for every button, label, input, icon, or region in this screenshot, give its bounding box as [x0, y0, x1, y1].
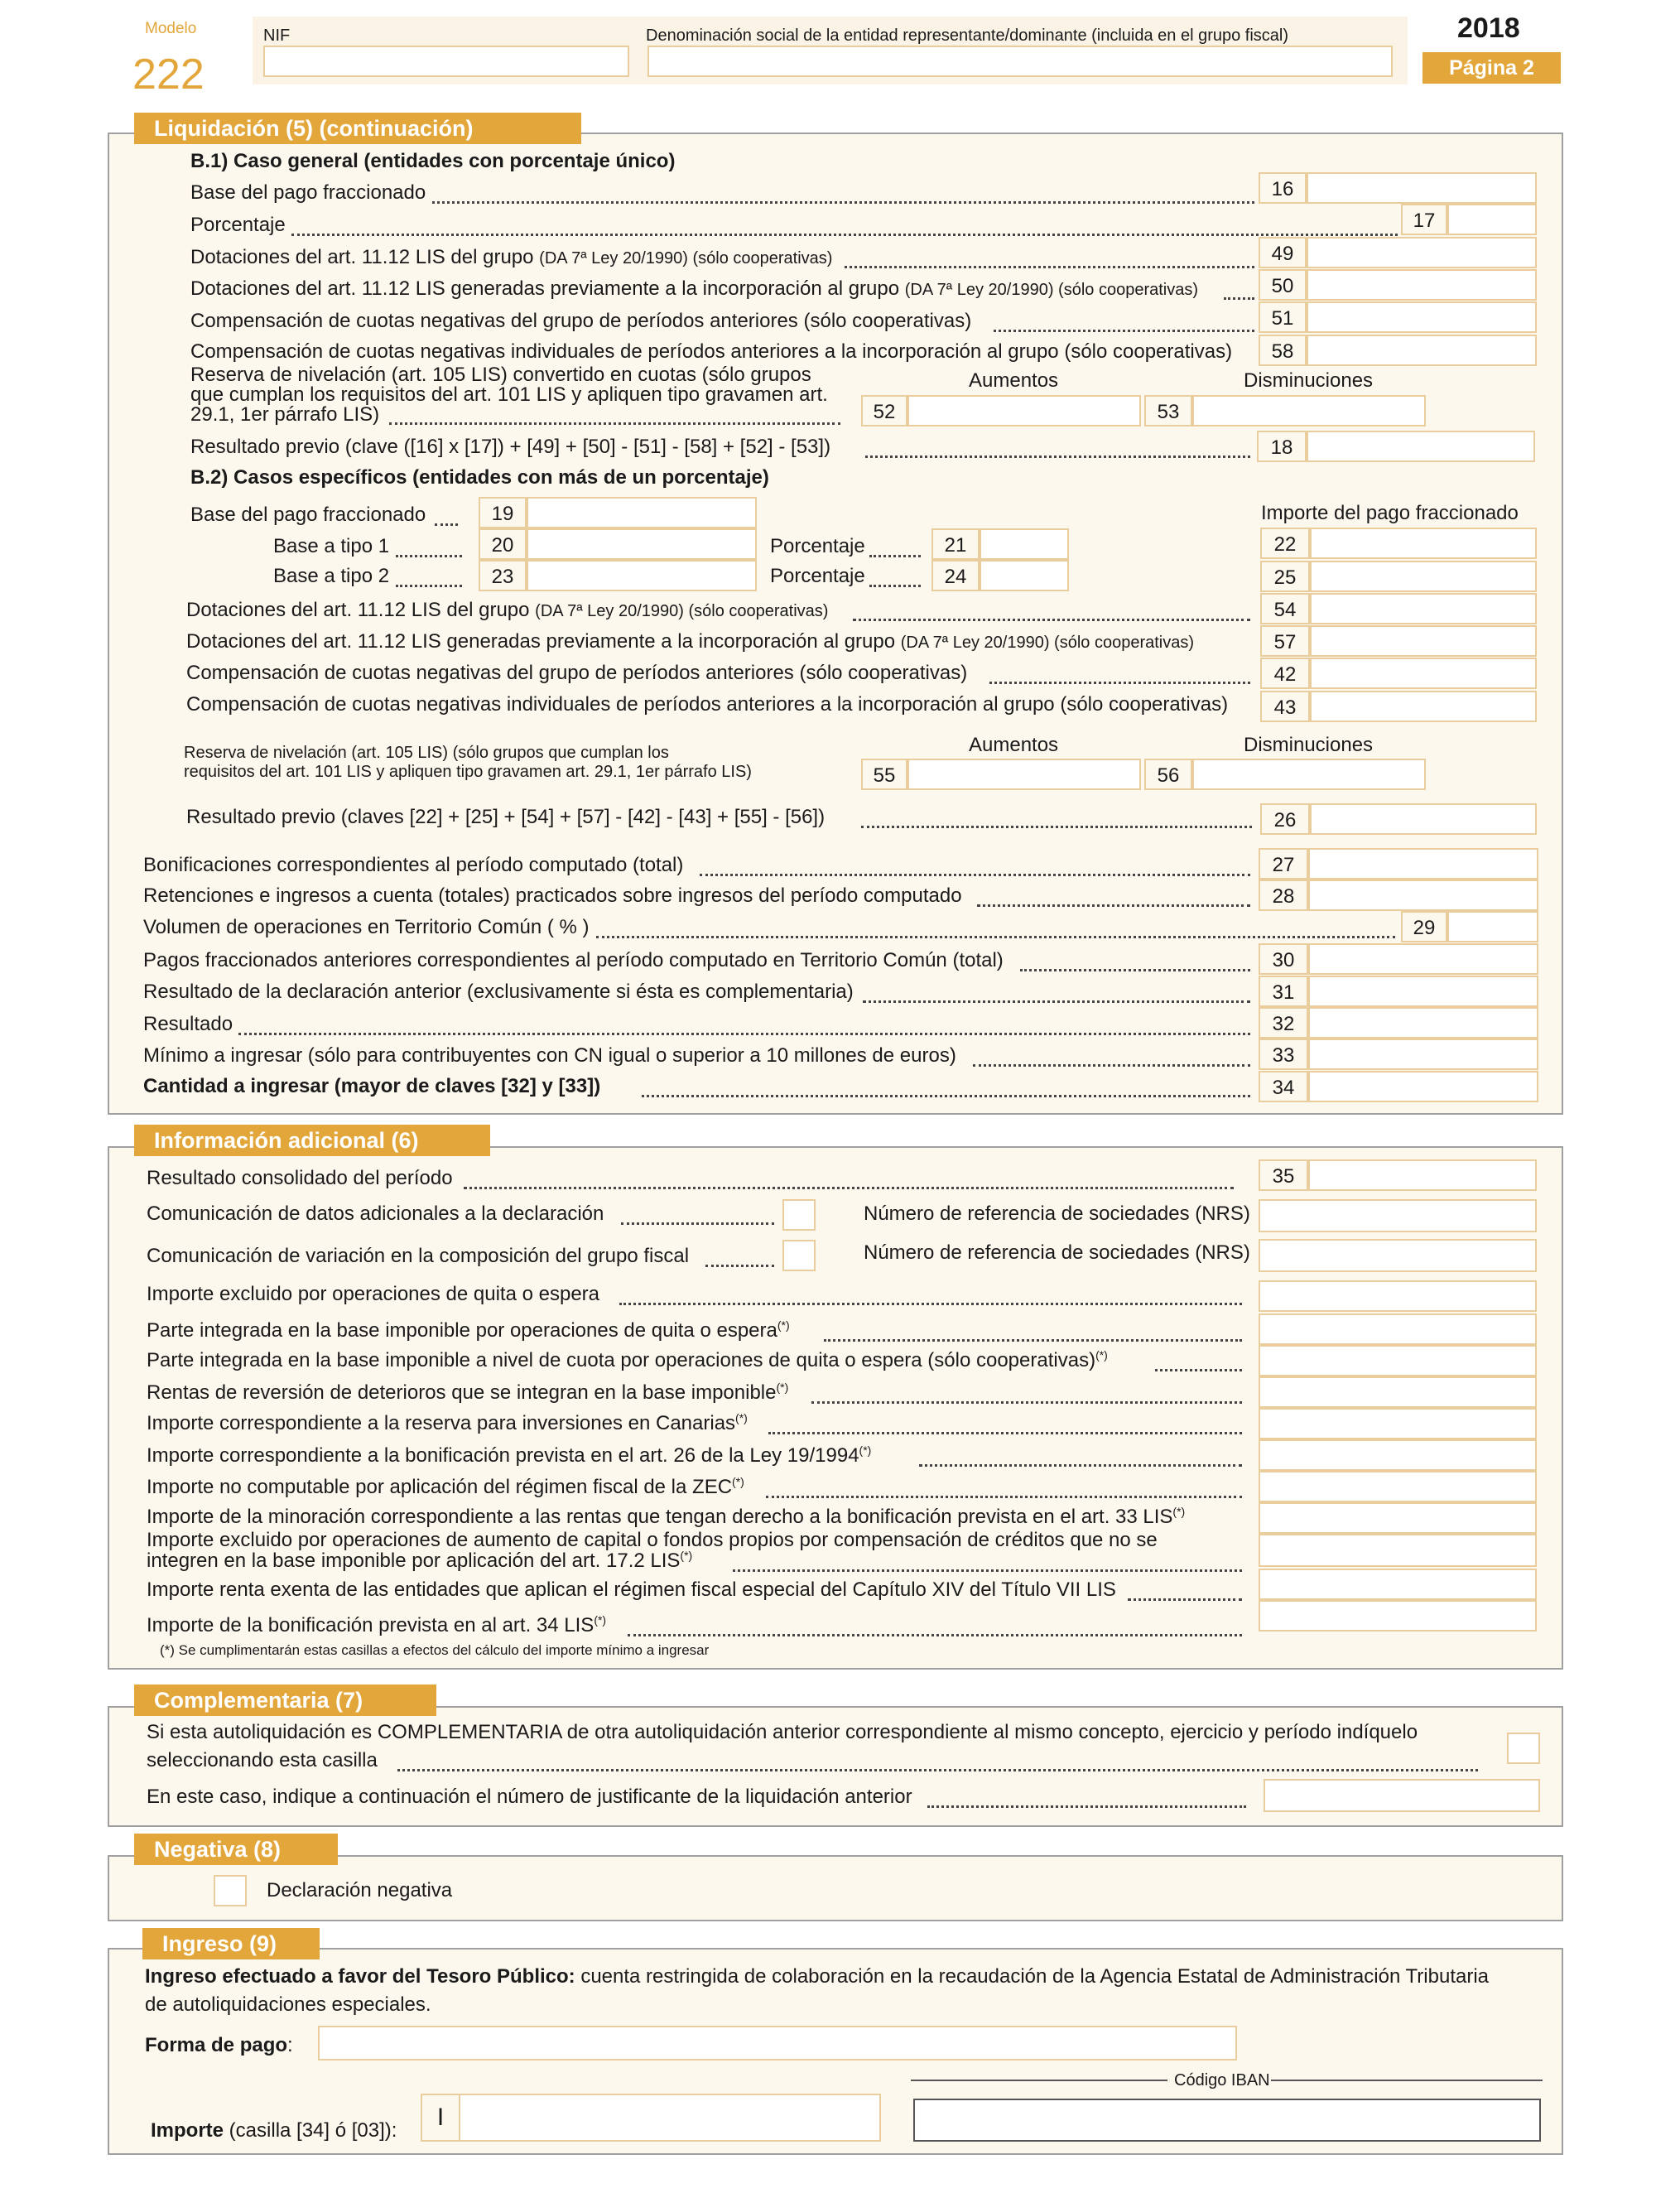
casilla-31-input[interactable] [1308, 976, 1538, 1007]
casilla-55-input[interactable] [907, 759, 1141, 790]
info-row-zec-label: Importe no computable por aplicación del régimen fiscal de la ZEC(*) [147, 1475, 744, 1498]
dot-leader [927, 1805, 1246, 1808]
dot-leader [766, 1496, 1242, 1498]
dot-leader [811, 1401, 1242, 1404]
key-55: 55 [861, 759, 907, 790]
footnote: (*) Se cumplimentarán estas casillas a efectos del cálculo del importe mínimo a ingresar [160, 1642, 710, 1658]
dot-leader [973, 1064, 1250, 1067]
key-32: 32 [1259, 1007, 1308, 1039]
complementaria-line1: Si esta autoliquidación es COMPLEMENTARIA de otra autoliquidación anterior correspondiente al mismo concepto, ejercicio y período indíquelo [147, 1721, 1418, 1743]
comunicacion-datos-label: Comunicación de datos adicionales a la declaración [147, 1203, 604, 1225]
key-20: 20 [479, 528, 527, 560]
info-renta-exenta-input[interactable] [1259, 1569, 1537, 1600]
casilla-19-input[interactable] [527, 497, 757, 528]
info-row-minoracion-label: Importe de la minoración correspondiente a las rentas que tengan derecho a la bonificación prevista en el art. 33 LIS(*) [147, 1505, 1186, 1528]
key-42: 42 [1260, 658, 1310, 689]
iban-label: Código IBAN [1174, 2071, 1270, 2089]
key-25: 25 [1260, 561, 1310, 592]
complementaria-checkbox[interactable] [1507, 1733, 1540, 1764]
row-27-label: Bonificaciones correspondientes al período computado (total) [143, 854, 684, 876]
reserva-b1-line1: Reserva de nivelación (art. 105 LIS) convertido en cuotas (sólo grupos [190, 364, 811, 386]
porcentaje-1-label: Porcentaje [770, 535, 865, 557]
row-34-label: Cantidad a ingresar (mayor de claves [32] y [33]) [143, 1075, 601, 1097]
casilla-50-input[interactable] [1307, 269, 1537, 301]
info-rentas-reversion-input[interactable] [1259, 1376, 1537, 1408]
iban-input[interactable] [913, 2099, 1541, 2142]
dot-leader [1224, 297, 1254, 300]
dot-leader [733, 1569, 1242, 1572]
info-quita-input[interactable] [1259, 1280, 1537, 1312]
casilla-42-input[interactable] [1310, 658, 1537, 689]
key-29: 29 [1401, 911, 1447, 942]
info-aumento-capital-input[interactable] [1259, 1534, 1537, 1567]
nrs-input-2[interactable] [1259, 1239, 1537, 1272]
key-51: 51 [1259, 301, 1307, 333]
dot-leader [869, 585, 921, 587]
info-row-ley-19-1994-label: Importe correspondiente a la bonificación prevista en el art. 26 de la Ley 19/1994(*) [147, 1444, 872, 1467]
aumentos-label-2: Aumentos [969, 734, 1059, 756]
casilla-49-input[interactable] [1307, 237, 1537, 268]
dot-leader [869, 555, 921, 557]
dot-leader [1155, 1369, 1242, 1371]
key-53: 53 [1144, 395, 1192, 427]
casilla-22-input[interactable] [1310, 528, 1537, 559]
dot-leader [396, 555, 462, 557]
key-28: 28 [1259, 880, 1308, 911]
info-ley-19-1994-input[interactable] [1259, 1439, 1537, 1471]
info-row-parte-integrada-label: Parte integrada en la base imponible por operaciones de quita o espera(*) [147, 1318, 790, 1342]
casilla-56-input[interactable] [1192, 759, 1426, 790]
nif-input[interactable] [263, 46, 629, 77]
dot-leader [994, 330, 1254, 332]
key-50: 50 [1259, 269, 1307, 301]
dot-leader [989, 682, 1250, 684]
key-23: 23 [479, 560, 527, 591]
info-art34-input[interactable] [1259, 1600, 1537, 1631]
declaracion-negativa-label: Declaración negativa [267, 1879, 453, 1901]
key-33: 33 [1259, 1039, 1308, 1070]
dot-leader [464, 1187, 1234, 1189]
modelo-number: 222 [132, 51, 205, 99]
row-30-label: Pagos fraccionados anteriores correspondientes al período computado en Territorio Común (total) [143, 949, 1004, 971]
reserva-b1-line2: que cumplan los requisitos del art. 101 LIS y apliquen tipo gravamen art. [190, 383, 828, 406]
ingreso-line1: Ingreso efectuado a favor del Tesoro Público: cuenta restringida de colaboración en la recaudación de la Agencia Estatal de Administración Tributaria [145, 1965, 1489, 1988]
row-58-label: Compensación de cuotas negativas individuales de períodos anteriores a la incorporación al grupo (sólo cooperativas) [190, 340, 1233, 363]
importe-header: Importe del pago fraccionado [1261, 502, 1519, 524]
complementaria-line3: En este caso, indique a continuación el número de justificante de la liquidación anterior [147, 1786, 912, 1808]
key-18: 18 [1257, 431, 1307, 462]
casilla-21-input[interactable] [980, 528, 1069, 560]
casilla-53-input[interactable] [1192, 395, 1426, 427]
info-zec-input[interactable] [1259, 1471, 1537, 1502]
nif-label: NIF [263, 27, 291, 45]
casilla-34-input[interactable] [1308, 1071, 1538, 1102]
dot-leader [621, 1222, 774, 1225]
row-49-label: Dotaciones del art. 11.12 LIS del grupo (DA 7ª Ley 20/1990) (sólo cooperativas) [190, 246, 833, 268]
row-43-label: Compensación de cuotas negativas individuales de períodos anteriores a la incorporación al grupo (sólo cooperativas) [186, 693, 1229, 716]
row-33-label: Mínimo a ingresar (sólo para contribuyentes con CN igual o superior a 10 millones de euros) [143, 1044, 956, 1067]
key-24: 24 [931, 560, 980, 591]
row-31-label: Resultado de la declaración anterior (exclusivamente si ésta es complementaria) [143, 981, 854, 1003]
porcentaje-2-label: Porcentaje [770, 565, 865, 587]
comunicacion-variacion-checkbox[interactable] [782, 1240, 816, 1271]
iban-rule-right [1271, 2080, 1543, 2081]
info-row-aumento-capital-line1: Importe excluido por operaciones de aumento de capital o fondos propios por compensación de créditos que no se [147, 1529, 1158, 1551]
row-32-label: Resultado [143, 1013, 233, 1035]
modelo-label: Modelo [145, 20, 197, 37]
dot-leader [389, 422, 840, 425]
dot-leader [396, 585, 462, 587]
justificante-anterior-input[interactable] [1264, 1779, 1540, 1812]
resultado-b1-label: Resultado previo (clave ([16] x [17]) + [49] + [50] - [51] - [58] + [52] - [53]) [190, 436, 831, 458]
casilla-58-input[interactable] [1307, 335, 1537, 366]
comunicacion-variacion-label: Comunicación de variación en la composición del grupo fiscal [147, 1245, 690, 1267]
dot-leader [863, 1000, 1250, 1003]
resultado-b2-label: Resultado previo (claves [22] + [25] + [54] + [57] - [42] - [43] + [55] - [56]) [186, 806, 826, 828]
declaracion-negativa-checkbox[interactable] [214, 1875, 247, 1906]
nrs-label-2: Número de referencia de sociedades (NRS) [864, 1241, 1250, 1264]
denominacion-label: Denominación social de la entidad representante/dominante (incluida en el grupo fiscal) [646, 27, 1289, 45]
key-21: 21 [931, 528, 980, 560]
ingreso-title: Ingreso (9) [142, 1928, 320, 1959]
row-54-label: Dotaciones del art. 11.12 LIS del grupo (DA 7ª Ley 20/1990) (sólo cooperativas) [186, 599, 829, 621]
b2-title: B.2) Casos específicos (entidades con más de un porcentaje) [190, 466, 769, 489]
base-tipo2-label: Base a tipo 2 [273, 565, 390, 587]
nrs-label-1: Número de referencia de sociedades (NRS) [864, 1203, 1250, 1225]
info-row-aumento-capital-line2: integren en la base imponible por aplicación del art. 17.2 LIS(*) [147, 1549, 693, 1572]
informacion-title: Información adicional (6) [134, 1125, 490, 1156]
dot-leader [642, 1095, 1250, 1097]
dot-leader [1128, 1598, 1242, 1601]
importe-input[interactable] [460, 2095, 879, 2140]
casilla-17-input[interactable] [1447, 204, 1537, 235]
row-16-label: Base del pago fraccionado [190, 181, 426, 204]
dot-leader [619, 1303, 1242, 1305]
info-row-quita-label: Importe excluido por operaciones de quita o espera [147, 1283, 600, 1305]
reserva-b2-line2: requisitos del art. 101 LIS y apliquen tipo gravamen art. 29.1, 1er párrafo LIS) [184, 763, 752, 781]
nrs-input-1[interactable] [1259, 1199, 1537, 1232]
liquidacion-title: Liquidación (5) (continuación) [134, 113, 581, 144]
casilla-23-input[interactable] [527, 560, 757, 591]
row-28-label: Retenciones e ingresos a cuenta (totales) practicados sobre ingresos del período computado [143, 884, 962, 907]
key-52: 52 [861, 395, 907, 427]
page-badge: Página 2 [1422, 52, 1561, 84]
dot-leader [596, 936, 1395, 938]
dot-leader [919, 1464, 1242, 1467]
dot-leader [853, 619, 1250, 621]
year: 2018 [1457, 12, 1520, 44]
key-58: 58 [1259, 335, 1307, 366]
resultado-consolidado-label: Resultado consolidado del período [147, 1167, 453, 1189]
dot-leader [397, 1769, 1478, 1771]
dot-leader [861, 826, 1252, 828]
casilla-16-input[interactable] [1307, 172, 1537, 204]
casilla-20-input[interactable] [527, 528, 757, 560]
info-row-rentas-reversion-label: Rentas de reversión de deterioros que se integran en la base imponible(*) [147, 1381, 789, 1404]
casilla-51-input[interactable] [1307, 301, 1537, 333]
ingreso-line2: de autoliquidaciones especiales. [145, 1993, 431, 2016]
dot-leader [705, 1265, 774, 1267]
casilla-52-input[interactable] [907, 395, 1141, 427]
casilla-18-input[interactable] [1307, 431, 1535, 462]
casilla-25-input[interactable] [1310, 561, 1537, 592]
info-canarias-input[interactable] [1259, 1408, 1537, 1439]
row-51-label: Compensación de cuotas negativas del grupo de períodos anteriores (sólo cooperativas) [190, 310, 972, 332]
key-16: 16 [1259, 172, 1307, 204]
disminuciones-label-2: Disminuciones [1244, 734, 1374, 756]
casilla-26-input[interactable] [1310, 803, 1537, 835]
dot-leader [824, 1339, 1242, 1342]
key-56: 56 [1144, 759, 1192, 790]
comunicacion-datos-checkbox[interactable] [782, 1199, 816, 1231]
forma-pago-input[interactable] [318, 2026, 1237, 2060]
disminuciones-label: Disminuciones [1244, 369, 1374, 392]
info-row-art34-label: Importe de la bonificación prevista en al art. 34 LIS(*) [147, 1613, 607, 1636]
dot-leader [865, 455, 1250, 458]
dot-leader [238, 1033, 1250, 1035]
key-57: 57 [1260, 625, 1310, 657]
dot-leader [291, 234, 1398, 236]
key-27: 27 [1259, 848, 1308, 880]
info-row-parte-cuota-label: Parte integrada en la base imponible a nivel de cuota por operaciones de quita o espera (sólo cooperativas)(*) [147, 1348, 1108, 1371]
dot-leader [432, 201, 1254, 204]
casilla-24-input[interactable] [980, 560, 1069, 591]
forma-pago-label: Forma de pago: [145, 2034, 293, 2056]
key-17: 17 [1401, 204, 1447, 235]
key-31: 31 [1259, 976, 1308, 1007]
key-34: 34 [1259, 1071, 1308, 1102]
dot-leader [1020, 969, 1250, 971]
key-35: 35 [1259, 1159, 1308, 1191]
casilla-54-input[interactable] [1310, 593, 1537, 624]
casilla-30-input[interactable] [1308, 943, 1538, 975]
complementaria-title: Complementaria (7) [134, 1685, 436, 1716]
key-49: 49 [1259, 237, 1307, 268]
info-row-renta-exenta-label: Importe renta exenta de las entidades que aplican el régimen fiscal especial del Capítulo XIV del Título VII LIS [147, 1578, 1116, 1601]
casilla-35-input[interactable] [1308, 1159, 1537, 1191]
casilla-32-input[interactable] [1308, 1007, 1538, 1039]
casilla-28-input[interactable] [1308, 880, 1538, 911]
casilla-57-input[interactable] [1310, 625, 1537, 657]
info-parte-cuota-input[interactable] [1259, 1345, 1537, 1376]
denominacion-input[interactable] [647, 46, 1393, 77]
b1-title: B.1) Caso general (entidades con porcentaje único) [190, 150, 676, 172]
row-50-label: Dotaciones del art. 11.12 LIS generadas previamente a la incorporación al grupo (DA 7ª Ley 20/1990) (sólo cooperativas) [190, 277, 1199, 300]
base-pago-label: Base del pago fraccionado [190, 504, 426, 526]
dot-leader [628, 1634, 1242, 1636]
key-19: 19 [479, 497, 527, 528]
negativa-title: Negativa (8) [134, 1834, 338, 1865]
iban-rule-left [911, 2080, 1167, 2081]
dot-leader [768, 1432, 1242, 1434]
complementaria-line2: seleccionando esta casilla [147, 1749, 378, 1771]
key-22: 22 [1260, 528, 1310, 559]
reserva-b2-line1: Reserva de nivelación (art. 105 LIS) (sólo grupos que cumplan los [184, 744, 669, 762]
row-42-label: Compensación de cuotas negativas del grupo de períodos anteriores (sólo cooperativas) [186, 662, 968, 684]
info-parte-integrada-input[interactable] [1259, 1313, 1537, 1345]
importe-prefix: I [422, 2095, 460, 2140]
casilla-29-input[interactable] [1447, 911, 1538, 942]
row-57-label: Dotaciones del art. 11.12 LIS generadas previamente a la incorporación al grupo (DA 7ª Ley 20/1990) (sólo cooperativas) [186, 630, 1195, 653]
casilla-43-input[interactable] [1310, 691, 1537, 722]
row-29-label: Volumen de operaciones en Territorio Común ( % ) [143, 916, 590, 938]
info-row-canarias-label: Importe correspondiente a la reserva para inversiones en Canarias(*) [147, 1411, 748, 1434]
reserva-b1-line3: 29.1, 1er párrafo LIS) [190, 403, 380, 426]
casilla-27-input[interactable] [1308, 848, 1538, 880]
casilla-33-input[interactable] [1308, 1039, 1538, 1070]
row-17-label: Porcentaje [190, 214, 286, 236]
key-43: 43 [1260, 691, 1310, 722]
key-26: 26 [1260, 803, 1310, 835]
dot-leader [845, 266, 1254, 268]
aumentos-label: Aumentos [969, 369, 1059, 392]
info-minoracion-input[interactable] [1259, 1502, 1537, 1534]
key-54: 54 [1260, 593, 1310, 624]
base-tipo1-label: Base a tipo 1 [273, 535, 390, 557]
importe-label: Importe (casilla [34] ó [03]): [151, 2119, 397, 2142]
dot-leader [435, 523, 458, 526]
dot-leader [700, 874, 1250, 876]
key-30: 30 [1259, 943, 1308, 975]
dot-leader [977, 904, 1250, 907]
